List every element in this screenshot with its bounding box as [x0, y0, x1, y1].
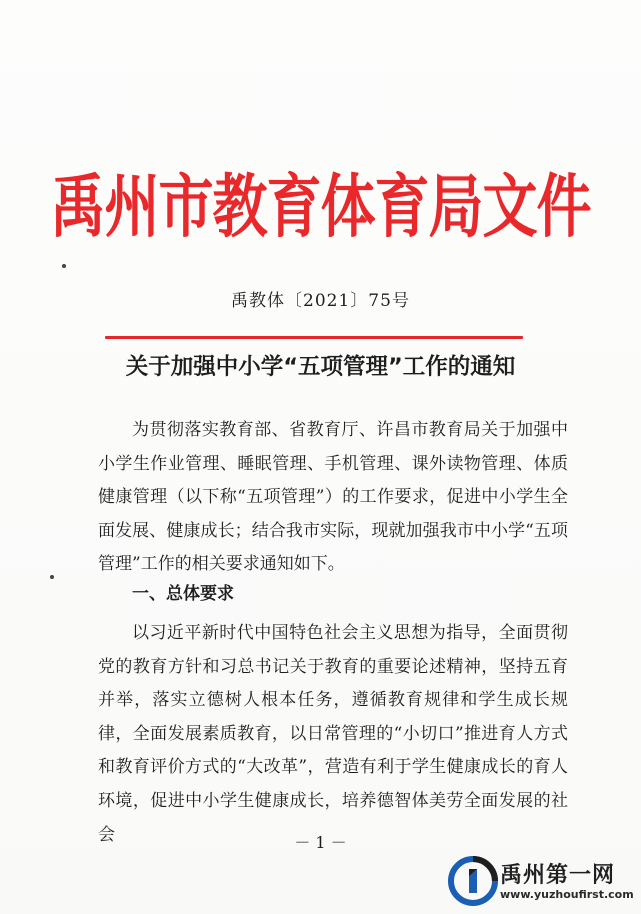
document-number: 禹教体〔2021〕75号: [231, 291, 410, 311]
site-name: 禹州第一网: [500, 863, 616, 888]
general-requirements-paragraph: 以习近平新时代中国特色社会主义思想为指导，全面贯彻党的教育方针和习总书记关于教育的重要论述精神，坚持五育并举，落实立德树人根本任务，遵循教育规律和学生成长规律，全面发展素质教育，以日常管理的“小切口”推进育人方式和教育评价方式的“大改革”，营造有利于学生健康成长的育人环境，促进中小学生健康成长，培养德智体美劳全面发展的社会: [98, 623, 568, 845]
binding-hole-mark: [62, 264, 66, 268]
red-divider-line: [105, 336, 523, 339]
intro-section: [98, 414, 568, 582]
site-watermark[interactable]: [448, 852, 638, 910]
site-logo-icon: [448, 856, 498, 906]
intro-paragraph: 为贯彻落实教育部、省教育厅、许昌市教育局关于加强中小学生作业管理、睡眠管理、手机管理、课外读物管理、体质健康管理（以下称“五项管理”）的工作要求，促进中小学生全面发展、健康成长；结合我市实际，现就加强我市中小学“五项管理”工作的相关要求通知如下。: [98, 420, 568, 575]
general-requirements-section: [98, 617, 568, 852]
page-number: － 1 －: [294, 833, 347, 852]
notice-title: 关于加强中小学“五项管理”工作的通知: [125, 354, 516, 380]
document-header-title: 禹州市教育体育局文件: [50, 165, 591, 247]
binding-hole-mark: [50, 575, 54, 579]
section-heading-general-requirements: 一、总体要求: [132, 584, 234, 604]
site-url: www.yuzhoufirst.com: [500, 888, 634, 901]
